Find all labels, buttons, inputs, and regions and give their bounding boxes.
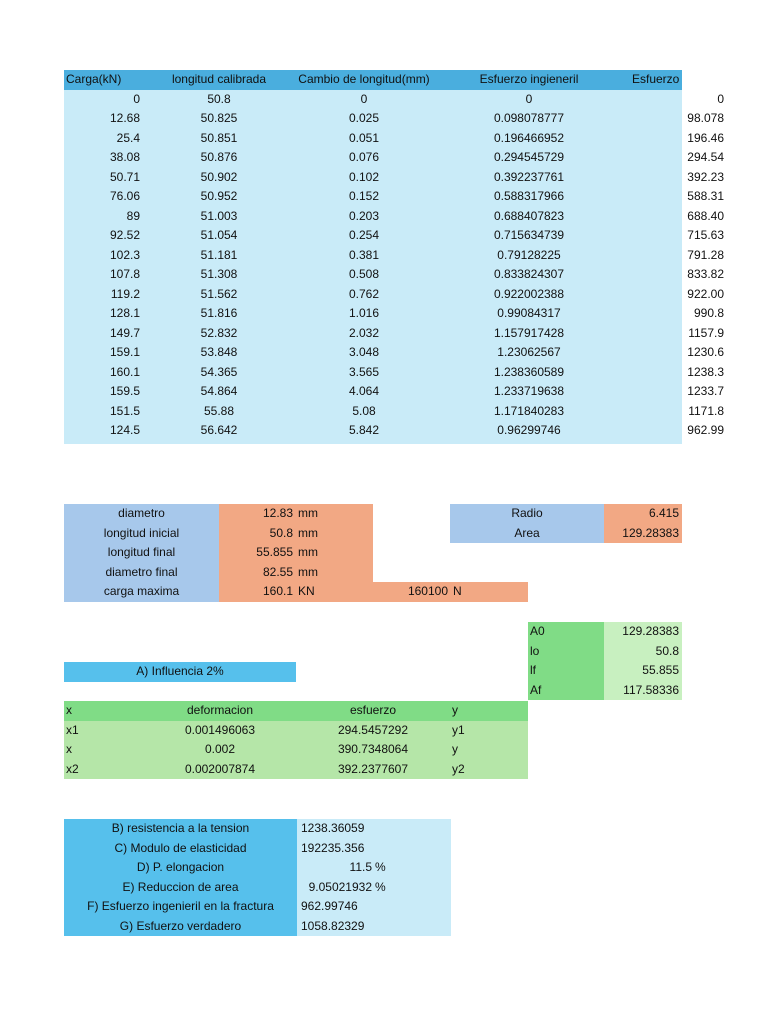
cell-cambio-longitud[interactable]: 4.064 (348, 384, 380, 398)
cell-cambio-longitud[interactable]: 0.076 (348, 150, 380, 164)
influence-header-y: y (452, 703, 458, 717)
result-label: G) Esfuerzo verdadero (119, 918, 242, 933)
influence-cell-x: x1 (66, 722, 79, 737)
table-row (64, 90, 764, 110)
cell-esfuerzo-ingenieril[interactable]: 1.233719638 (493, 384, 565, 398)
cell-carga[interactable]: 50.71 (109, 169, 140, 184)
cell-cambio-longitud[interactable]: 0.762 (348, 286, 380, 301)
influence-cell-deformacion[interactable]: 0.002 (204, 742, 236, 756)
table-row (64, 207, 764, 227)
cell-longitud-calibrada[interactable]: 54.365 (200, 364, 238, 379)
value-af[interactable]: 117.58336 (604, 681, 682, 701)
cell-esfuerzo-ingenieril[interactable]: 0.833824307 (493, 267, 565, 281)
result-label: E) Reduccion de area (122, 879, 239, 894)
influence-cell-esfuerzo[interactable]: 392.2377607 (337, 761, 409, 776)
influence-cell-y: y2 (452, 761, 465, 776)
label-lo: lo (528, 642, 604, 662)
cell-longitud-calibrada[interactable]: 50.902 (200, 169, 238, 184)
cell-esfuerzo-ingenieril[interactable]: 0.96299746 (497, 423, 561, 437)
cell-esfuerzo-ingenieril[interactable]: 1.157917428 (493, 325, 565, 340)
table-row (64, 265, 764, 285)
cell-longitud-calibrada[interactable]: 51.816 (200, 306, 238, 320)
value-carga-maxima[interactable]: 160.1 (219, 582, 295, 602)
cell-carga[interactable]: 124.5 (109, 423, 140, 437)
cell-esfuerzo-ingenieril[interactable]: 0.79128225 (497, 247, 561, 262)
result-value[interactable]: 962.99746 (301, 899, 358, 913)
cell-cambio-longitud[interactable]: 0.254 (348, 228, 380, 242)
label-radio: Radio (450, 504, 604, 524)
cell-esfuerzo-ingenieril[interactable]: 0.688407823 (493, 208, 565, 223)
label-a0: A0 (528, 622, 604, 642)
cell-carga[interactable]: 160.1 (109, 364, 140, 379)
result-value[interactable]: 11.5 (349, 860, 372, 874)
unit-longitud-final: mm (295, 543, 373, 563)
cell-esfuerzo[interactable]: 1157.9 (688, 325, 724, 340)
value-area[interactable]: 129.28383 (604, 524, 682, 544)
cell-esfuerzo-ingenieril[interactable]: 0.098078777 (493, 111, 565, 125)
table-row (64, 246, 764, 266)
cell-longitud-calibrada[interactable]: 54.864 (200, 384, 238, 398)
table-row (64, 343, 764, 363)
cell-cambio-longitud[interactable]: 5.842 (348, 423, 380, 437)
cell-carga[interactable]: 25.4 (116, 130, 140, 145)
result-value[interactable]: 9.05021932 (308, 879, 372, 894)
cell-carga[interactable]: 151.5 (109, 403, 140, 418)
cell-esfuerzo[interactable]: 1230.6 (687, 345, 724, 359)
value-lf[interactable]: 55.855 (604, 661, 682, 681)
cell-longitud-calibrada[interactable]: 55.88 (203, 403, 235, 418)
table-row (64, 304, 764, 324)
cell-esfuerzo[interactable]: 0 (717, 91, 724, 106)
value-diametro-final[interactable]: 82.55 (219, 563, 295, 583)
result-unit: % (375, 860, 386, 874)
value-a0[interactable]: 129.28383 (604, 622, 682, 642)
header-esfuerzo[interactable]: Esfuerzo (632, 72, 680, 86)
cell-esfuerzo-ingenieril[interactable]: 0.588317966 (493, 189, 565, 203)
cell-esfuerzo-ingenieril[interactable]: 0.715634739 (493, 228, 565, 242)
unit-carga-maxima: KN (295, 582, 373, 602)
table-row (64, 402, 764, 422)
cell-carga[interactable]: 76.06 (109, 189, 140, 203)
cell-esfuerzo-ingenieril[interactable]: 0.99084317 (497, 306, 561, 320)
table-row (64, 382, 764, 402)
cell-longitud-calibrada[interactable]: 50.952 (200, 189, 238, 203)
cell-esfuerzo[interactable]: 715.63 (687, 228, 724, 242)
cell-esfuerzo[interactable]: 1238.3 (687, 364, 724, 379)
cell-carga[interactable]: 92.52 (109, 228, 140, 242)
cell-cambio-longitud[interactable]: 0.381 (348, 247, 380, 262)
cell-longitud-calibrada[interactable]: 53.848 (200, 345, 238, 359)
cell-esfuerzo[interactable]: 392.23 (687, 169, 724, 184)
cell-carga[interactable]: 128.1 (109, 306, 140, 320)
table-row (64, 421, 764, 441)
influence-cell-esfuerzo[interactable]: 294.5457292 (337, 722, 409, 737)
label-area: Area (450, 524, 604, 544)
cell-carga[interactable]: 159.5 (109, 384, 140, 398)
cell-longitud-calibrada[interactable]: 51.181 (200, 247, 238, 262)
cell-cambio-longitud[interactable]: 3.048 (348, 345, 380, 359)
unit-longitud-inicial: mm (295, 524, 373, 544)
cell-esfuerzo[interactable]: 294.54 (687, 150, 724, 164)
cell-esfuerzo-ingenieril[interactable]: 1.23062567 (497, 345, 561, 359)
cell-cambio-longitud[interactable]: 0 (360, 91, 368, 106)
header-longitud-calibrada[interactable]: longitud calibrada (171, 72, 267, 86)
value-longitud-inicial[interactable]: 50.8 (219, 524, 295, 544)
value-lo[interactable]: 50.8 (604, 642, 682, 662)
header-carga[interactable]: Carga(kN) (66, 72, 122, 86)
cell-esfuerzo-ingenieril[interactable]: 0.294545729 (493, 150, 565, 164)
influence-cell-esfuerzo[interactable]: 390.7348064 (337, 742, 409, 756)
result-label: C) Modulo de elasticidad (114, 840, 247, 855)
value-radio[interactable]: 6.415 (604, 504, 682, 524)
cell-carga[interactable]: 38.08 (109, 150, 140, 164)
result-unit: % (375, 879, 386, 894)
cell-longitud-calibrada[interactable]: 56.642 (200, 423, 238, 437)
table-row (64, 324, 764, 344)
cell-carga[interactable]: 102.3 (109, 247, 140, 262)
table-row (64, 129, 764, 149)
header-cambio-longitud[interactable]: Cambio de longitud(mm) (298, 72, 430, 86)
table-row (64, 226, 764, 246)
cell-esfuerzo[interactable]: 922.00 (687, 286, 724, 301)
cell-esfuerzo[interactable]: 196.46 (687, 130, 724, 145)
cell-longitud-calibrada[interactable]: 51.308 (200, 267, 238, 281)
influence-cell-y: y1 (452, 722, 465, 737)
cell-cambio-longitud[interactable]: 3.565 (348, 364, 380, 379)
cell-esfuerzo[interactable]: 1233.7 (687, 384, 724, 398)
cell-carga[interactable]: 0 (133, 91, 140, 106)
table-row (64, 285, 764, 305)
stress-strain-table (64, 70, 724, 444)
value-diametro[interactable]: 12.83 (219, 504, 295, 524)
influence-cell-x: x (66, 742, 72, 756)
influence-title: A) Influencia 2% (64, 662, 296, 682)
cell-cambio-longitud[interactable]: 0.051 (348, 130, 380, 145)
cell-longitud-calibrada[interactable]: 52.832 (200, 325, 238, 340)
cell-esfuerzo[interactable]: 833.82 (687, 267, 724, 281)
cell-esfuerzo[interactable]: 1171.8 (688, 403, 724, 418)
unit-carga-maxima-n: N (450, 582, 528, 602)
cell-cambio-longitud[interactable]: 0.102 (348, 169, 380, 184)
cell-longitud-calibrada[interactable]: 50.876 (200, 150, 238, 164)
table-row (64, 187, 764, 207)
cell-cambio-longitud[interactable]: 0.152 (348, 189, 380, 203)
label-diametro: diametro (64, 504, 219, 524)
result-value[interactable]: 1238.36059 (301, 821, 365, 835)
influence-header-deformacion: deformacion (186, 703, 254, 717)
influence-cell-y: y (452, 742, 458, 756)
label-longitud-final: longitud final (64, 543, 219, 563)
influence-cell-deformacion[interactable]: 0.002007874 (184, 761, 256, 776)
cell-cambio-longitud[interactable]: 0.025 (348, 111, 380, 125)
cell-esfuerzo[interactable]: 588.31 (687, 189, 724, 203)
influence-header-esfuerzo: esfuerzo (349, 703, 397, 717)
cell-carga[interactable]: 107.8 (109, 267, 140, 281)
cell-esfuerzo-ingenieril[interactable]: 0 (525, 91, 533, 106)
cell-esfuerzo[interactable]: 98.078 (687, 111, 724, 125)
cell-longitud-calibrada[interactable]: 50.851 (200, 130, 238, 145)
cell-cambio-longitud[interactable]: 5.08 (352, 403, 376, 418)
cell-carga[interactable]: 12.68 (109, 111, 140, 125)
cell-carga[interactable]: 149.7 (109, 325, 140, 340)
cell-esfuerzo[interactable]: 990.8 (693, 306, 724, 320)
cell-carga[interactable]: 159.1 (109, 345, 140, 359)
result-label: B) resistencia a la tension (111, 821, 250, 835)
label-lf: lf (528, 661, 604, 681)
label-longitud-inicial: longitud inicial (64, 524, 219, 544)
cell-esfuerzo-ingenieril[interactable]: 0.392237761 (493, 169, 565, 184)
table-row (64, 363, 764, 383)
cell-carga[interactable]: 89 (126, 208, 140, 223)
cell-esfuerzo-ingenieril[interactable]: 1.171840283 (493, 403, 565, 418)
header-esfuerzo-ingenieril[interactable]: Esfuerzo ingieneril (479, 72, 579, 86)
value-carga-maxima-n[interactable]: 160100 (373, 582, 450, 602)
label-af: Af (528, 681, 604, 701)
influence-header-x: x (66, 703, 72, 717)
unit-diametro: mm (295, 504, 373, 524)
cell-esfuerzo[interactable]: 688.40 (687, 208, 724, 223)
influence-cell-deformacion[interactable]: 0.001496063 (184, 722, 256, 737)
cell-cambio-longitud[interactable]: 1.016 (348, 306, 380, 320)
result-value[interactable]: 1058.82329 (301, 918, 365, 933)
cell-esfuerzo-ingenieril[interactable]: 0.196466952 (493, 130, 565, 145)
cell-carga[interactable]: 119.2 (110, 286, 140, 301)
result-label: D) P. elongacion (136, 860, 225, 874)
cell-cambio-longitud[interactable]: 0.203 (348, 208, 380, 223)
result-label: F) Esfuerzo ingenieril en la fractura (87, 899, 274, 913)
label-diametro-final: diametro final (64, 563, 219, 583)
cell-esfuerzo[interactable]: 962.99 (687, 423, 724, 437)
cell-esfuerzo[interactable]: 791.28 (687, 247, 724, 262)
table-header-row (64, 70, 682, 90)
cell-esfuerzo-ingenieril[interactable]: 0.922002388 (493, 286, 565, 301)
label-carga-maxima: carga maxima (64, 582, 219, 602)
cell-longitud-calibrada[interactable]: 51.003 (200, 208, 238, 223)
table-row (64, 168, 764, 188)
table-row (64, 109, 764, 129)
cell-longitud-calibrada[interactable]: 50.8 (207, 91, 231, 106)
cell-esfuerzo-ingenieril[interactable]: 1.238360589 (493, 364, 565, 379)
result-value[interactable]: 192235.356 (301, 840, 365, 855)
cell-longitud-calibrada[interactable]: 51.054 (200, 228, 238, 242)
cell-cambio-longitud[interactable]: 0.508 (348, 267, 380, 281)
cell-longitud-calibrada[interactable]: 50.825 (200, 111, 238, 125)
cell-longitud-calibrada[interactable]: 51.562 (200, 286, 238, 301)
table-row (64, 148, 764, 168)
cell-cambio-longitud[interactable]: 2.032 (348, 325, 380, 340)
unit-diametro-final: mm (295, 563, 373, 583)
influence-cell-x: x2 (66, 761, 79, 776)
value-longitud-final[interactable]: 55.855 (219, 543, 295, 563)
